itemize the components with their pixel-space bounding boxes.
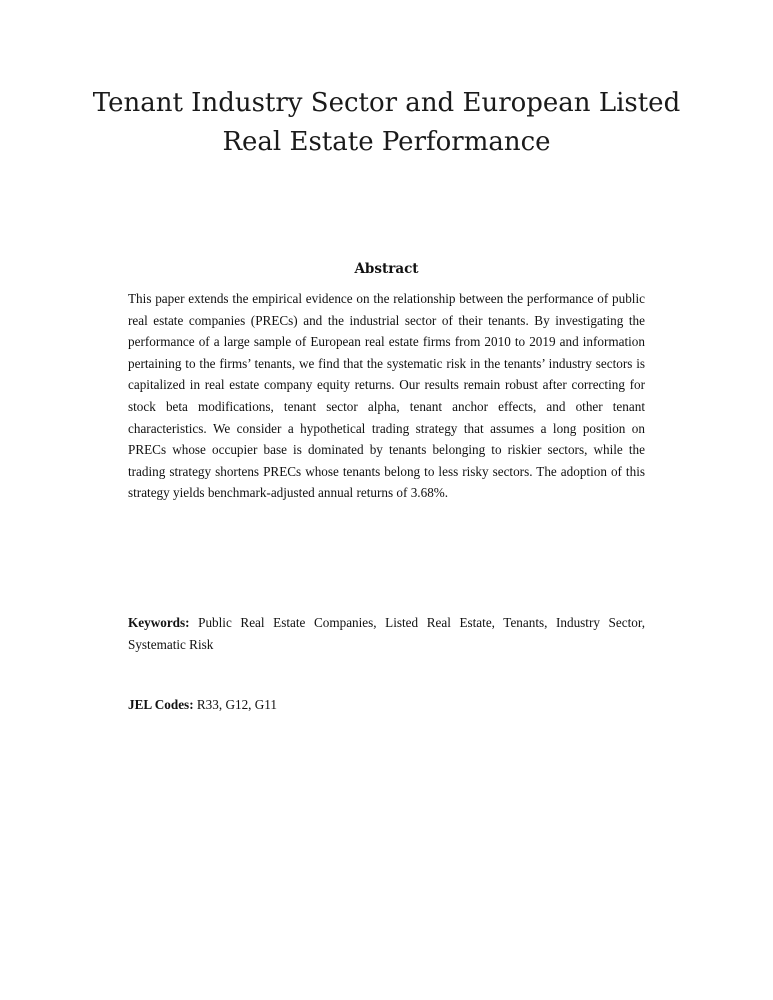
abstract-text: This paper extends the empirical evidence on the relationship between the performance of public real estate companies (PRECs) and the industrial sector of their tenants. By investigating the performance of a large sample of European real estate firms from 2010 to 2019 and information pertaining to the firms’ tenants, we find that the systematic risk in the tenants’ industry sectors is capitalized in real estate company equity returns. Our results remain robust after correcting for stock beta modifications, tenant sector alpha, tenant anchor effects, and other tenant characteristics. We consider a hypothetical trading strategy that assumes a long position on PRECs whose occupier base is dominated by tenants belonging to riskier sectors, while the trading strategy shortens PRECs whose tenants belong to less risky sectors. The adoption of this strategy yields benchmark-adjusted annual returns of 3.68%.: [128, 291, 645, 501]
jel-codes-label: JEL Codes:: [128, 697, 194, 712]
jel-codes-section: [128, 694, 645, 716]
abstract-heading: Abstract: [354, 261, 419, 277]
keywords-section: [128, 612, 645, 655]
keywords-label: Keywords:: [128, 615, 190, 630]
paper-title: Tenant Industry Sector and European Listed Real Estate Performance: [92, 88, 681, 157]
jel-codes-text: R33, G12, G11: [196, 697, 277, 712]
keywords-text: Public Real Estate Companies, Listed Real Estate, Tenants, Industry Sector, Systematic Risk: [128, 615, 645, 652]
